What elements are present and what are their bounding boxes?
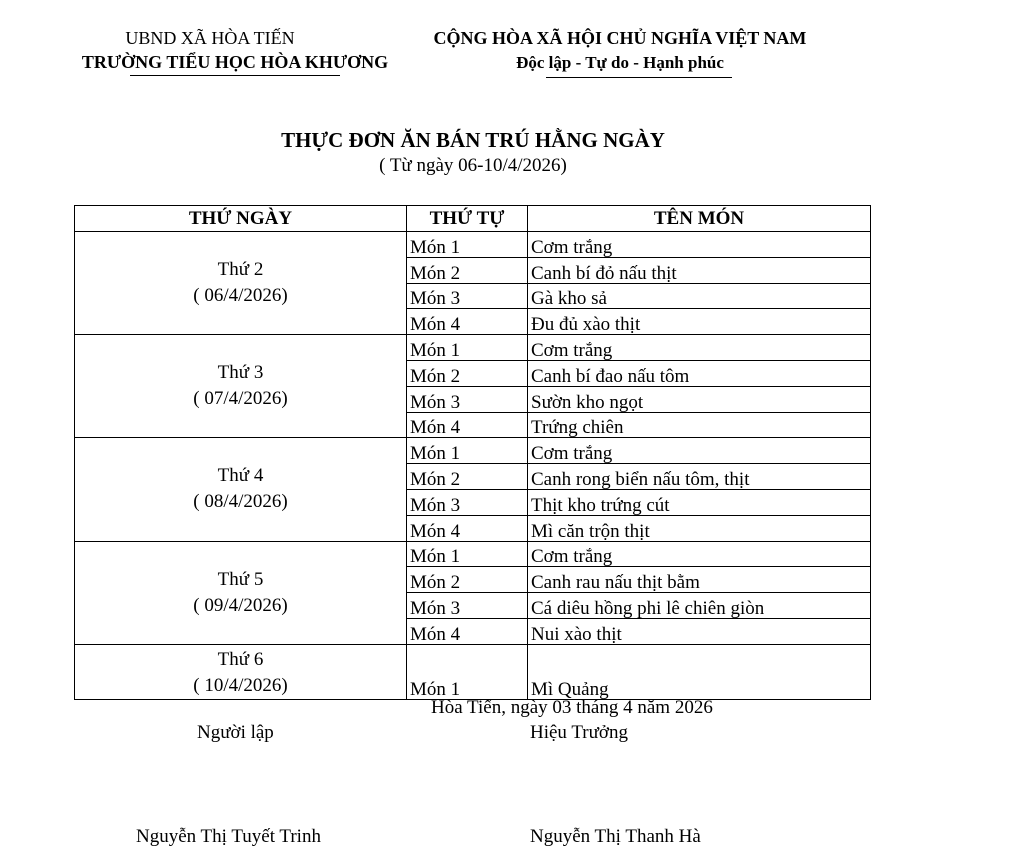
dish-cell: Cơm trắng <box>528 541 871 567</box>
table-row <box>75 438 871 464</box>
preparer-name: Nguyễn Thị Tuyết Trinh <box>136 826 321 847</box>
day-cell <box>75 541 407 644</box>
school-name-underline <box>130 75 340 76</box>
school-name: TRƯỜNG TIỂU HỌC HÒA KHƯƠNG <box>81 52 389 72</box>
order-cell: Món 4 <box>407 515 528 541</box>
order-cell: Món 1 <box>407 438 528 464</box>
day-cell <box>75 438 407 541</box>
dish-cell: Cơm trắng <box>528 335 871 361</box>
order-cell: Món 4 <box>407 412 528 438</box>
dish-cell: Canh rong biển nấu tôm, thịt <box>528 464 871 490</box>
organization-name: UBND XÃ HÒA TIẾN <box>125 28 295 48</box>
order-cell: Món 2 <box>407 567 528 593</box>
order-cell: Món 1 <box>407 541 528 567</box>
dish-cell: Sườn kho ngọt <box>528 386 871 412</box>
order-cell: Món 4 <box>407 618 528 644</box>
principal-name: Nguyễn Thị Thanh Hà <box>530 826 701 847</box>
day-label: Thứ 4 <box>217 465 264 487</box>
national-motto-underline <box>546 77 732 78</box>
dish-cell: Nui xào thịt <box>528 618 871 644</box>
order-cell: Món 1 <box>407 232 528 258</box>
day-date: ( 06/4/2026) <box>193 285 288 307</box>
order-cell: Món 3 <box>407 283 528 309</box>
date-range: ( Từ ngày 06-10/4/2026) <box>379 155 567 176</box>
table-row <box>75 541 871 567</box>
dish-cell: Gà kho sả <box>528 283 871 309</box>
national-motto: Độc lập - Tự do - Hạnh phúc <box>516 53 724 72</box>
order-cell: Món 1 <box>407 644 528 699</box>
dish-cell: Canh bí đao nấu tôm <box>528 360 871 386</box>
table-row <box>75 335 871 361</box>
dish-cell: Canh rau nấu thịt bằm <box>528 567 871 593</box>
day-label: Thứ 5 <box>217 568 264 590</box>
dish-cell: Cơm trắng <box>528 232 871 258</box>
dish-cell: Canh bí đỏ nấu thịt <box>528 257 871 283</box>
order-cell: Món 4 <box>407 309 528 335</box>
day-label: Thứ 3 <box>217 362 264 384</box>
day-label: Thứ 2 <box>217 259 264 281</box>
day-date: ( 08/4/2026) <box>193 491 288 513</box>
column-header-order: THỨ TỰ <box>407 206 528 232</box>
dish-cell: Trứng chiên <box>528 412 871 438</box>
order-cell: Món 3 <box>407 489 528 515</box>
day-cell <box>75 232 407 335</box>
table-header-row <box>75 206 871 232</box>
preparer-title: Người lập <box>197 722 274 743</box>
dish-cell: Mì Quảng <box>528 644 871 699</box>
order-cell: Món 2 <box>407 257 528 283</box>
place-and-date: Hòa Tiến, ngày 03 tháng 4 năm 2026 <box>431 697 713 718</box>
national-title: CỘNG HÒA XÃ HỘI CHỦ NGHĨA VIỆT NAM <box>433 28 807 48</box>
day-cell <box>75 644 407 699</box>
principal-title: Hiệu Trưởng <box>530 722 628 743</box>
dish-cell: Đu đủ xào thịt <box>528 309 871 335</box>
dish-cell: Thịt kho trứng cút <box>528 489 871 515</box>
order-cell: Món 1 <box>407 335 528 361</box>
order-cell: Món 3 <box>407 386 528 412</box>
day-date: ( 09/4/2026) <box>193 594 288 616</box>
order-cell: Món 2 <box>407 360 528 386</box>
day-label: Thứ 6 <box>217 648 264 670</box>
menu-table <box>74 205 871 700</box>
dish-cell: Cơm trắng <box>528 438 871 464</box>
column-header-day: THỨ NGÀY <box>75 206 407 232</box>
dish-cell: Mì căn trộn thịt <box>528 515 871 541</box>
order-cell: Món 2 <box>407 464 528 490</box>
column-header-dish: TÊN MÓN <box>528 206 871 232</box>
table-row <box>75 644 871 699</box>
day-date: ( 07/4/2026) <box>193 388 288 410</box>
dish-cell: Cá diêu hồng phi lê chiên giòn <box>528 593 871 619</box>
day-date: ( 10/4/2026) <box>193 674 288 696</box>
day-cell <box>75 335 407 438</box>
table-row <box>75 232 871 258</box>
order-cell: Món 3 <box>407 593 528 619</box>
page-title: THỰC ĐƠN ĂN BÁN TRÚ HẰNG NGÀY <box>281 128 665 152</box>
